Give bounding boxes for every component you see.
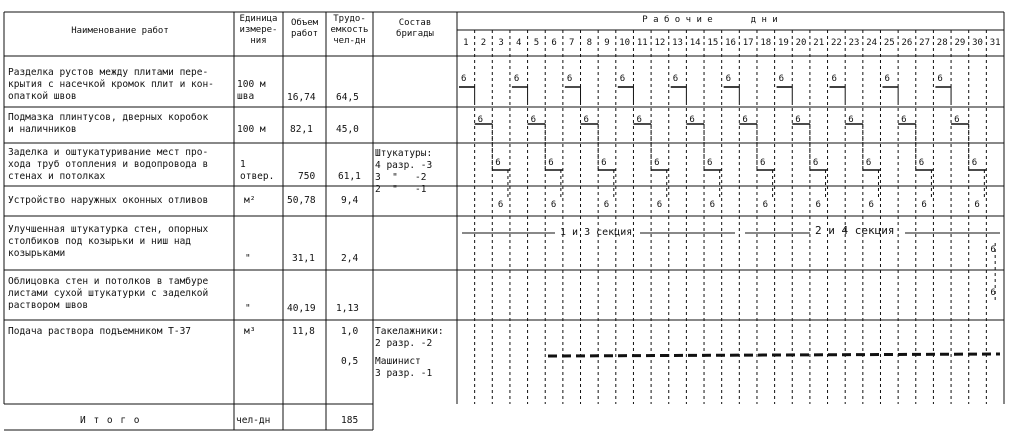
gantt-marker: 6: [689, 115, 695, 125]
day-label: 7: [568, 38, 575, 48]
header-work-name: Наименование работ: [71, 26, 169, 36]
day-label: 12: [654, 38, 666, 48]
day-label: 24: [866, 38, 878, 48]
gantt-marker: 6: [513, 74, 520, 84]
sections-1-3-label: 1 и 3 секция: [560, 227, 633, 238]
gantt-marker: 6: [619, 74, 626, 84]
gantt-marker: 6: [974, 200, 980, 210]
day-label: 13: [672, 38, 683, 48]
day-label: 4: [516, 38, 522, 48]
row-5-unit: ": [245, 253, 251, 264]
row-5-name: Улучшенная штукатурка стен, опорных столбиков под козырьки и ниш над козырьками: [8, 224, 209, 259]
day-label: 27: [919, 38, 930, 48]
day-label: 10: [619, 38, 631, 48]
row-4-labor: 9,4: [341, 195, 359, 206]
row-2-unit: 100 м: [237, 124, 266, 135]
day-label: 21: [813, 38, 825, 48]
gantt-marker: 6: [759, 158, 766, 168]
gantt-marker: 6: [495, 158, 501, 168]
day-label: 6: [551, 38, 557, 48]
day-label: 20: [795, 38, 807, 48]
day-label: 1: [463, 38, 469, 48]
day-label: 22: [830, 38, 842, 48]
gantt-marker: 6: [865, 158, 872, 168]
row-4-unit: м²: [244, 195, 256, 206]
header-volume: Объем работ: [290, 18, 319, 39]
row-6-volume: 40,19: [287, 303, 316, 314]
day-label: 28: [936, 38, 948, 48]
day-label: 30: [972, 38, 983, 48]
total-unit: чел-дн: [236, 415, 271, 426]
day-label: 9: [604, 38, 610, 48]
day-label: 2: [480, 38, 487, 48]
gantt-marker: 6: [868, 200, 874, 210]
row-3-volume: 750: [298, 171, 316, 182]
day-label: 26: [901, 38, 913, 48]
gantt-marker: 6: [762, 200, 769, 210]
row-3-unit: 1 отвер.: [240, 159, 275, 182]
gantt-marker: 6: [831, 74, 837, 84]
row-5-volume: 31,1: [292, 253, 315, 264]
gantt-marker: 6: [795, 115, 801, 125]
day-label: 8: [586, 38, 593, 48]
row-1-labor: 64,5: [336, 92, 359, 103]
day-label: 29: [954, 38, 966, 48]
row-7-labor: 1,0: [341, 326, 359, 337]
gantt-marker: 6: [954, 115, 960, 125]
crew-plasterers: Штукатуры: 4 разр. -3 3 " -2 2 " -1: [375, 148, 433, 195]
header-unit: Единица измере- ния: [239, 14, 278, 46]
row-5-labor: 2,4: [341, 253, 359, 264]
row-6-name: Облицовка стен и потолков в тамбуре листами сухой штукатурки с заделкой раствором швов: [8, 276, 209, 311]
day-label: 15: [707, 38, 719, 48]
gantt-marker: 6: [461, 74, 467, 84]
gantt-marker: 6: [654, 158, 660, 168]
row-6-labor: 1,13: [336, 303, 359, 314]
day-label: 11: [636, 38, 648, 48]
row-2-labor: 45,0: [336, 124, 359, 135]
day-label: 17: [742, 38, 754, 48]
crew-riggers: Такелажники: 2 разр. -2: [375, 326, 444, 349]
day-label: 31: [989, 38, 1001, 48]
gantt-marker: 6: [725, 74, 732, 84]
row-3-name: Заделка и оштукатуривание мест про- хода труб отопления и водопровода в стенах и потолках: [8, 147, 209, 182]
row-2-volume: 82,1: [290, 124, 313, 135]
gantt-marker: 6: [548, 158, 554, 168]
gantt-marker: 6: [921, 200, 927, 210]
row-7-unit: м³: [244, 326, 256, 337]
gantt-marker: 6: [583, 115, 589, 125]
gantt-marker: 6: [672, 74, 679, 84]
sections-2-4-label: 2 и 4 секция: [815, 224, 895, 237]
day-label: 19: [778, 38, 789, 48]
row-1-unit: 100 м шва: [237, 79, 266, 102]
gantt-marker: 6: [971, 158, 978, 168]
gantt-marker: 6: [742, 115, 748, 125]
day-label: 23: [848, 38, 860, 48]
row-7-volume: 11,8: [292, 326, 315, 337]
gantt-marker: 6: [636, 115, 642, 125]
row-1-name: Разделка рустов между плитами пере- крытия с насечкой кромок плит и кон- опаткой швов: [8, 67, 214, 102]
header-crew: Состав бригады: [396, 18, 434, 39]
row-6-unit: ": [245, 303, 251, 314]
gantt-marker: 6: [497, 200, 504, 210]
row-4-volume: 50,78: [287, 195, 316, 206]
gantt-marker: 6: [918, 158, 925, 168]
row-1-volume: 16,74: [287, 92, 316, 103]
row-2-name: Подмазка плинтусов, дверных коробок и наличников: [8, 112, 209, 135]
gantt-marker: 6: [884, 74, 890, 84]
day-label: 5: [533, 38, 540, 48]
day-label: 25: [883, 38, 895, 48]
gantt-marker: 6: [937, 74, 943, 84]
gantt-marker: 6: [603, 200, 610, 210]
total-value: 185: [341, 415, 359, 426]
gantt-marker: 6: [815, 200, 821, 210]
gantt-marker: 6: [707, 158, 713, 168]
gantt-marker: 6: [530, 115, 536, 125]
header-working-days: Р а б о ч и е д н и: [642, 15, 778, 25]
day-label: 18: [760, 38, 772, 48]
row-3-labor: 61,1: [338, 171, 361, 182]
day-label: 14: [689, 38, 701, 48]
row-7-name: Подача раствора подъемником Т-37: [8, 326, 192, 337]
row-4-name: Устройство наружных оконных отливов: [8, 195, 209, 206]
gantt-marker: 6: [566, 74, 573, 84]
day-label: 16: [725, 38, 736, 48]
total-label: И т о г о: [80, 415, 141, 426]
gantt-marker: 6: [990, 288, 996, 298]
gantt-marker: 6: [778, 74, 785, 84]
header-labor: Трудо- емкость чел-дн: [330, 14, 369, 46]
gantt-marker: 6: [812, 158, 819, 168]
gantt-marker: 6: [601, 158, 607, 168]
gantt-marker: 6: [709, 200, 716, 210]
gantt-marker: 6: [848, 115, 854, 125]
gantt-marker: 6: [990, 245, 996, 255]
gantt-marker: 6: [477, 115, 484, 125]
crew-operator: Машинист 3 разр. -1: [375, 356, 433, 379]
gantt-marker: 6: [550, 200, 557, 210]
day-label: 3: [498, 38, 504, 48]
gantt-marker: 6: [656, 200, 663, 210]
row-7-extra-labor: 0,5: [341, 356, 359, 367]
gantt-marker: 6: [901, 115, 907, 125]
